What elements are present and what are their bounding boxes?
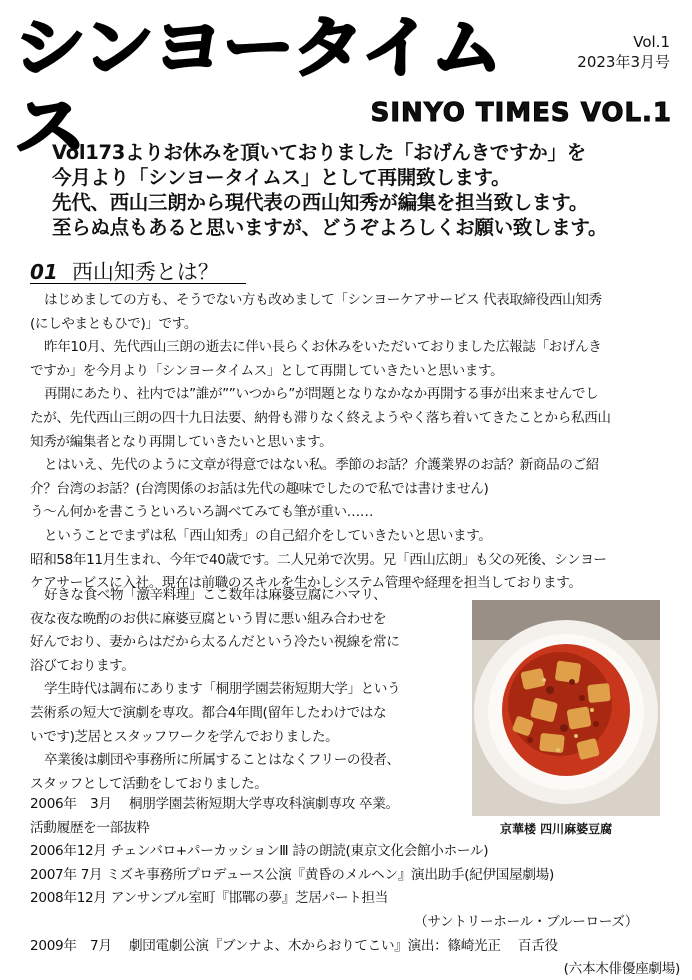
body-line: ですか」を今月より「シンヨータイムス」として再開していきたいと思います。 bbox=[30, 362, 504, 379]
history-line: 2008年12月 アンサンブル室町『邯鄲の夢』芝居パート担当 bbox=[30, 890, 389, 907]
issue-date: 2023年3月号 bbox=[577, 53, 670, 71]
intro-line: Vol173よりお休みを頂いておりました「おげんきですか」を bbox=[52, 141, 586, 164]
masthead-title: シンヨータイムス bbox=[14, 8, 501, 166]
body-line: 昨年10月、先代西山三朗の逝去に伴い長らくお休みをいただいておりました広報誌「おげんき bbox=[44, 339, 602, 356]
body-line: う〜ん何かを書こうといろいろ調べてみても筆が重い…… bbox=[30, 504, 374, 521]
history-line: 活動履歴を一部抜粋 bbox=[30, 819, 150, 836]
photo-caption: 京華楼 四川麻婆豆腐 bbox=[500, 822, 613, 836]
section-title: 西山知秀とは？ bbox=[71, 260, 219, 284]
body-line: 学生時代は調布にあります「桐朋学園芸術短期大学」という bbox=[44, 681, 401, 698]
history-line: 2006年 3月 桐朋学園芸術短期大学専攻科演劇専攻 卒業。 bbox=[30, 796, 399, 812]
body-line: 芸術系の短大で演劇を専攻。都合4年間(留年したわけではな bbox=[30, 704, 387, 721]
section-heading bbox=[30, 256, 246, 284]
body-line: 好きな食べ物「激辛料理」ここ数年は麻婆豆腐にハマリ、 bbox=[44, 587, 387, 603]
body-line: とはいえ、先代のように文章が得意ではない私。季節のお話？介護業界のお話？新商品のご紹 bbox=[44, 457, 599, 474]
history-line: 2009年 7月 劇団電劇公演『ブンナよ、木からおりてこい』演出：篠崎光正 百舌役 bbox=[30, 937, 558, 954]
body-line: いです)芝居とスタッフワークを学んでおりました。 bbox=[30, 728, 339, 745]
intro-line: 先代、西山三朗から現代表の西山知秀が編集を担当致します。 bbox=[52, 191, 589, 214]
section-number: 01 bbox=[30, 260, 58, 284]
body-line: ケアサービスに入社。現在は前職のスキルを生かしシステム管理や経理を担当しております。 bbox=[30, 575, 582, 592]
article-body bbox=[30, 289, 680, 596]
masthead-subtitle: SINYO TIMES VOL.1 bbox=[370, 98, 672, 128]
issue-info bbox=[577, 32, 670, 72]
body-line: 昭和58年11月生まれ、今年で40歳です。二人兄弟で次男。兄「西山広朗」も父の死後、シンヨー bbox=[30, 551, 607, 568]
body-line: スタッフとして活動をしておりました。 bbox=[30, 775, 268, 792]
history-line: (六本木俳優座劇場) bbox=[563, 961, 680, 978]
body-line: 浴びております。 bbox=[30, 657, 135, 674]
body-line: たが、先代西山三朗の四十九日法要、納骨も滞りなく終えようやく落ち着いてきたことから私西山 bbox=[30, 409, 611, 426]
history-line: （サントリーホール・ブルーローズ） bbox=[414, 913, 638, 930]
body-line: 知秀が編集者となり再開していきたいと思います。 bbox=[30, 433, 333, 450]
body-line: 夜な夜な晩酌のお供に麻婆豆腐という胃に悪い組み合わせを bbox=[30, 610, 387, 627]
history-line: 2007年 7月 ミズキ事務所プロデュース公演『黄昏のメルヘン』演出助手(紀伊国屋劇場) bbox=[30, 866, 554, 883]
intro-line: 今月より「シンヨータイムス」として再開致します。 bbox=[52, 166, 511, 189]
article-body-wrapped bbox=[30, 584, 470, 796]
career-history bbox=[30, 793, 680, 980]
mapo-tofu-photo bbox=[472, 600, 660, 816]
body-line: はじめましての方も、そうでない方も改めまして「シンヨーケアサービス 代表取締役西山知秀 bbox=[44, 292, 602, 308]
body-line: 卒業後は劇団や事務所に所属することはなくフリーの役者、 bbox=[44, 752, 400, 769]
body-line: 再開にあたり、社内では”誰が””いつから”が問題となりなかなか再開する事が出来ませんでし bbox=[44, 386, 599, 403]
intro-paragraph bbox=[52, 140, 682, 240]
body-line: 好んでおり、妻からはだから太るんだという冷たい視線を常に bbox=[30, 634, 400, 651]
body-line: (にしやまともひで)」です。 bbox=[30, 315, 198, 332]
history-line: 2006年12月 チェンバロ+パーカッションⅢ 詩の朗読(東京文化会館小ホール) bbox=[30, 843, 489, 860]
body-line: 介？台湾のお話？(台湾関係のお話は先代の趣味でしたので私では書けません) bbox=[30, 480, 489, 497]
volume-number: Vol.1 bbox=[633, 33, 670, 51]
body-line: ということでまずは私「西山知秀」の自己紹介をしていきたいと思います。 bbox=[44, 527, 492, 544]
intro-line: 至らぬ点もあると思いますが、どうぞよろしくお願い致します。 bbox=[52, 216, 608, 239]
